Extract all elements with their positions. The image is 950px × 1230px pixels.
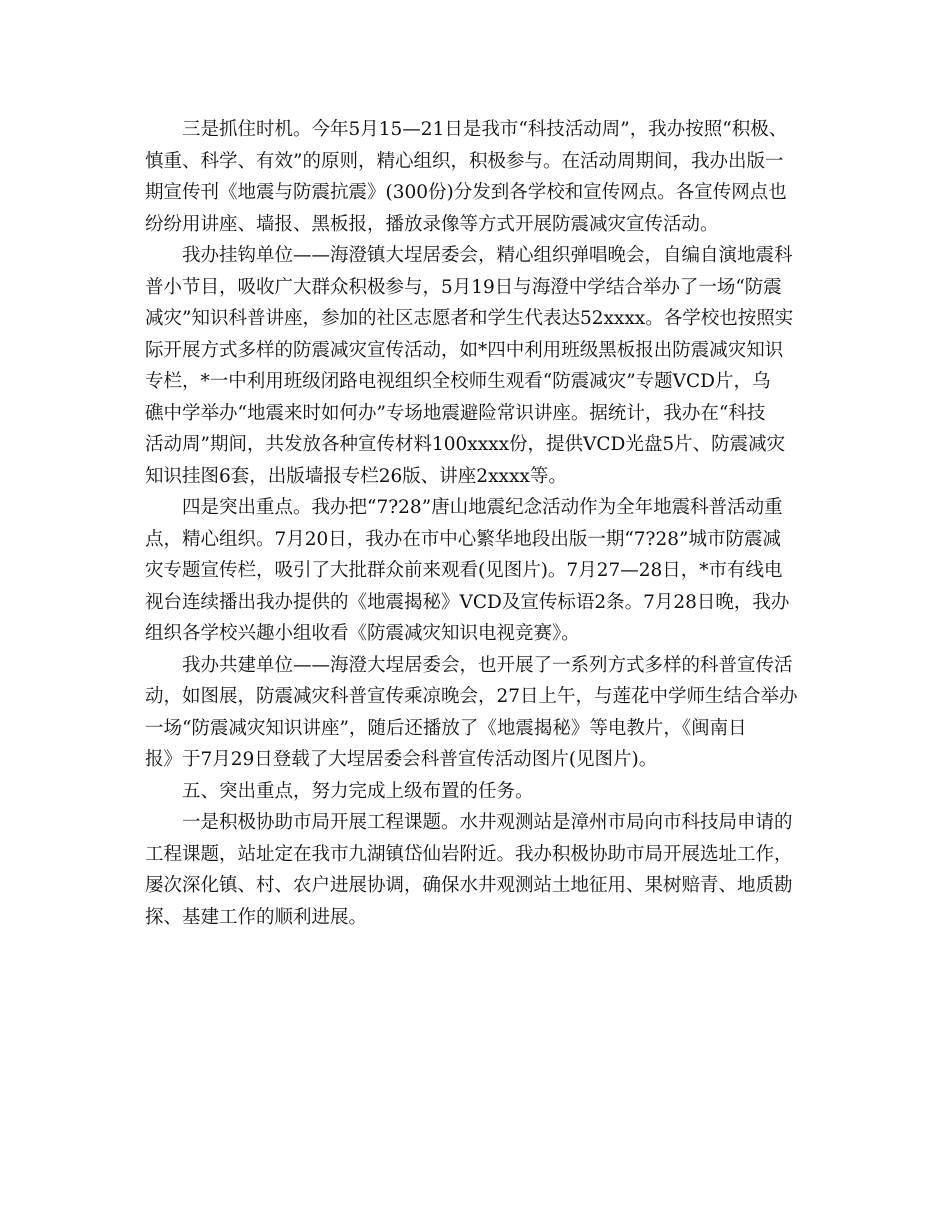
text-line: 灾专题宣传栏，吸引了大批群众前来观看(见图片)。7月27—28日，*市有线电	[145, 560, 783, 581]
text-line: 报》于7月29日登载了大埕居委会科普宣传活动图片(见图片)。	[145, 749, 658, 770]
text-line: 工程课题，站址定在我市九湖镇岱仙岩附近。我办积极协助市局开展选址工作，	[145, 843, 793, 865]
text-line: 探、基建工作的顺利进展。	[145, 906, 368, 928]
text-line: 三是抓住时机。今年5月15—21日是我市“科技活动周”，我办按照“积极、	[182, 119, 788, 140]
text-line: 一是积极协助市局开展工程课题。水井观测站是漳州市局向市科技局申请的	[182, 812, 793, 833]
text-line: 慎重、科学、有效”的原则，精心组织，积极参与。在活动周期间，我办出版一	[145, 150, 784, 172]
text-line: 普小节目，吸收广大群众积极参与，5月19日与海澄中学结合举办了一场“防震	[145, 276, 782, 298]
text-line: 我办挂钩单位——海澄镇大埕居委会，精心组织弹唱晚会，自编自演地震科	[182, 245, 793, 266]
text-line: 视台连续播出我办提供的《地震揭秘》VCD及宣传标语2条。7月28日晚，我办	[145, 591, 790, 613]
text-line: 五、突出重点，努力完成上级布置的任务。	[182, 780, 534, 802]
document-body	[145, 114, 805, 933]
text-line: 减灾”知识科普讲座，参加的社区志愿者和学生代表达52xxxx。各学校也按照实	[145, 308, 794, 329]
text-line: 组织各学校兴趣小组收看《防震减灾知识电视竞赛》。	[145, 623, 580, 644]
text-line: 礁中学举办“地震来时如何办”专场地震避险常识讲座。据统计，我办在“科技	[145, 402, 766, 424]
text-line: 期宣传刊《地震与防震抗震》(300份)分发到各学校和宣传网点。各宣传网点也	[145, 182, 787, 203]
text-line: 四是突出重点。我办把“7?28”唐山地震纪念活动作为全年地震科普活动重	[182, 497, 783, 518]
text-line: 知识挂图6套，出版墙报专栏26版、讲座2xxxx等。	[145, 465, 567, 487]
text-line: 屡次深化镇、村、农户进展协调，确保水井观测站土地征用、果树赔青、地质勘	[145, 875, 793, 896]
text-line: 活动周”期间，共发放各种宣传材料100xxxx份，提供VCD光盘5片、防震减灾	[145, 434, 786, 455]
text-line: 一场“防震减灾知识讲座”，随后还播放了《地震揭秘》等电教片，《闽南日	[145, 717, 747, 739]
text-line: 纷纷用讲座、墙报、黑板报，播放录像等方式开展防震减灾宣传活动。	[145, 213, 719, 235]
text-line: 专栏，*一中利用班级闭路电视组织全校师生观看“防震减灾”专题VCD片，乌	[145, 371, 771, 392]
text-line: 我办共建单位——海澄大埕居委会，也开展了一系列方式多样的科普宣传活	[182, 654, 793, 676]
text-line: 点，精心组织。7月20日，我办在市中心繁华地段出版一期“7?28”城市防震减	[145, 528, 781, 550]
text-line: 动，如图展，防震减灾科普宣传乘凉晚会，27日上午，与莲花中学师生结合举办	[145, 686, 798, 707]
text-line: 际开展方式多样的防震减灾宣传活动，如*四中利用班级黑板报出防震减灾知识	[145, 339, 784, 361]
